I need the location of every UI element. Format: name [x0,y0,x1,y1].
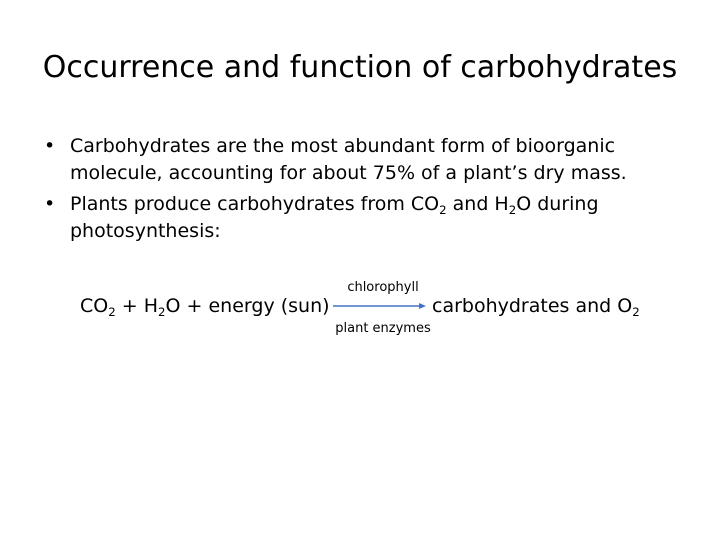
product-text: carbohydrates and O [432,295,633,317]
photosynthesis-equation [0,280,720,350]
bullet-text-part: O during photosynthesis: [70,193,599,242]
bullet-text: Carbohydrates are the most abundant form of bioorganic molecule, accounting for about 75% of a plant’s dry mass. [70,135,627,184]
bullet-marker: • [44,193,56,215]
equation-products [432,293,640,320]
reaction-arrow-icon [333,301,427,311]
bullet-item-2 [44,191,694,245]
subscript: 2 [158,305,166,320]
reactant-rest: O + energy (sun) [165,295,330,317]
subscript: 2 [632,305,640,320]
bullet-item-1 [44,133,694,187]
slide-title: Occurrence and function of carbohydrates [42,50,678,85]
subscript: 2 [508,203,517,218]
bullet-text-part: Plants produce carbohydrates from CO [70,193,440,215]
bullet-list [44,133,694,249]
subscript: 2 [108,305,116,320]
equation-reactants [80,293,330,320]
reactant-plus-h: + H [115,295,159,317]
reactant-co: CO [80,295,109,317]
bullet-marker: • [44,135,56,157]
bullet-text-part: and H [446,193,509,215]
condition-above-arrow: chlorophyll [347,280,419,295]
condition-below-arrow: plant enzymes [335,321,431,336]
subscript: 2 [439,203,447,218]
bullet-text [70,193,599,242]
